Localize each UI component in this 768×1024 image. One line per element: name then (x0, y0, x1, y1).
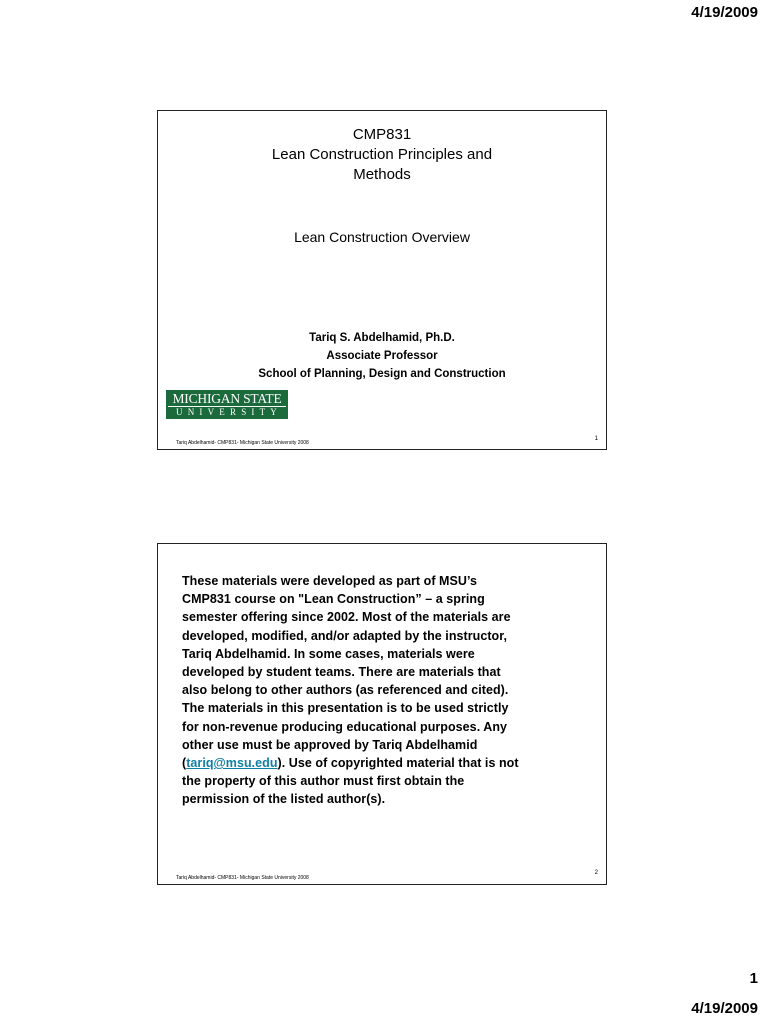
copyright-notice (182, 572, 602, 809)
notice-line: for non-revenue producing educational purposes. Any (182, 719, 508, 734)
page-number: 1 (749, 970, 758, 987)
title-line-1: Lean Construction Principles and (271, 146, 493, 163)
slide-title (158, 145, 606, 185)
email-open-paren: ( (182, 756, 187, 771)
email-link[interactable]: tariq@msu.edu (186, 756, 278, 771)
slide-footer: Tariq Abdelhamid- CMP831- Michigan State University 2008 (176, 875, 309, 881)
slide-footer: Tariq Abdelhamid- CMP831- Michigan State University 2008 (176, 440, 309, 446)
notice-line: developed by student teams. There are materials that (182, 665, 501, 680)
notice-line: other use must be approved by Tariq Abdelhamid (182, 737, 478, 752)
notice-line: These materials were developed as part of MSU’s (182, 574, 478, 588)
slide-1 (157, 110, 607, 450)
title-line-2: Methods (353, 166, 411, 183)
notice-line: Tariq Abdelhamid. In some cases, materials were (182, 646, 475, 661)
author-position: Associate Professor (326, 350, 438, 362)
author-name: Tariq S. Abdelhamid, Ph.D. (309, 332, 455, 344)
author-block (158, 329, 606, 383)
notice-line-email (182, 754, 602, 772)
notice-line: semester offering since 2002. Most of the materials are (182, 610, 511, 625)
logo-line-1: MICHIGAN STATE (172, 391, 282, 406)
notice-line: developed, modified, and/or adapted by the instructor, (182, 628, 507, 643)
slide-number: 2 (594, 870, 598, 876)
slide-2 (157, 543, 607, 885)
slide-subtitle: Lean Construction Overview (294, 229, 470, 245)
logo-line-2: UNIVERSITY (176, 407, 282, 417)
header-date: 4/19/2009 (691, 4, 758, 21)
notice-line: CMP831 course on "Lean Construction” – a spring (182, 592, 485, 607)
notice-line: The materials in this presentation is to be used strictly (182, 701, 509, 716)
email-after-text: ). Use of copyrighted material that is not (277, 756, 519, 771)
msu-logo (166, 390, 288, 419)
notice-line: also belong to other authors (as referenced and cited). (182, 683, 509, 698)
notice-line: permission of the listed author(s). (182, 792, 386, 807)
course-code: CMP831 (352, 126, 412, 143)
footer-date: 4/19/2009 (691, 1000, 758, 1017)
slide-number: 1 (594, 436, 598, 442)
author-school: School of Planning, Design and Construction (258, 368, 506, 380)
notice-line: the property of this author must first obtain the (182, 774, 465, 789)
